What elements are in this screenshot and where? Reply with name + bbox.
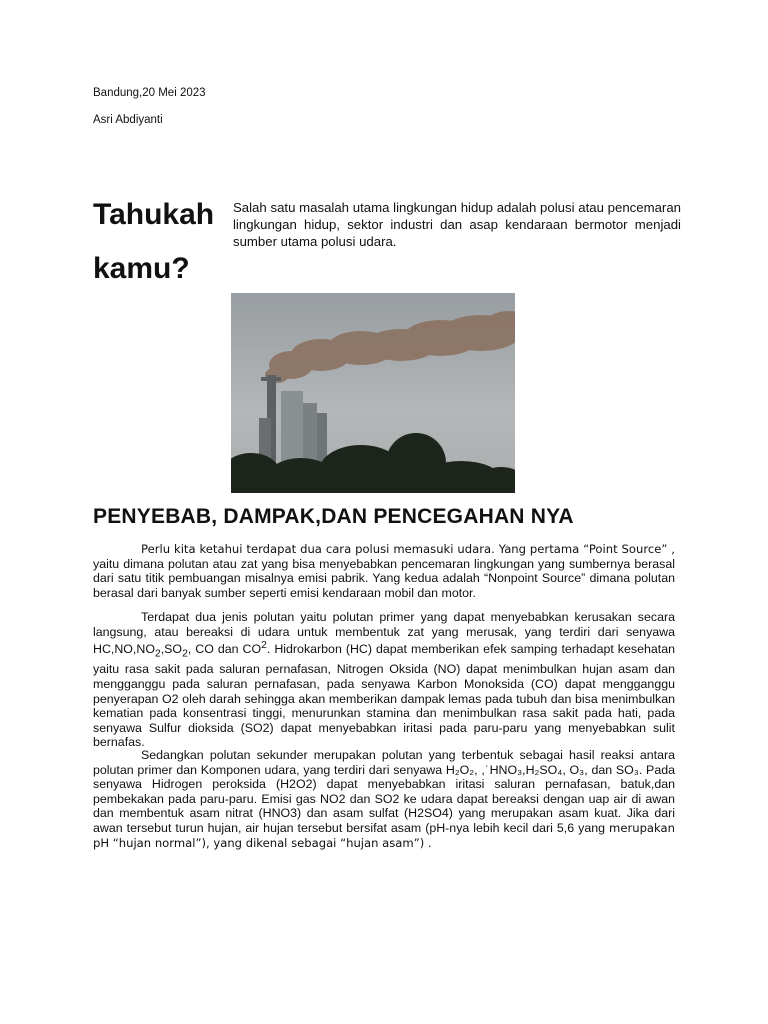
paragraph-3-ending: merupakan pH “hujan normal”), yang dikenal sebagai “hujan asam”) . — [93, 820, 675, 850]
subscript: 2 — [182, 648, 188, 660]
paragraph-2 — [93, 610, 675, 750]
subscript: 2 — [154, 648, 161, 660]
paragraph-2-part-d: . Hidrokarbon (HC) dapat memberikan efek samping terhadapt kesehatan yaitu rasa sakit pada saluran pernafasan, Nitrogen Oksida (NO) dapat menimbulkan hujan asam dan mengganggu pada saluran pernafasan, pada senyawa Karbon Monoksida (CO) dapat mengganggu penyerapan O2 oleh darah sehingga akan memberikan dampak lemas pada tubuh dan bisa menimbulkan kematian pada konsentrasi tinggi, menurunkan stamina dan menimbulkan rasa sakit pada hati, pada senyawa Sulfur dioksida (SO2) dapat menyebabkan iritasi pada paru-paru yang menyebabkan sulit bernafas. — [93, 642, 675, 750]
superscript: 2 — [261, 640, 267, 652]
author-name: Asri Abdiyanti — [93, 114, 163, 126]
paragraph-2-part-c: , CO dan CO — [187, 642, 262, 657]
paragraph-1-lead: Perlu kita ketahui terdapat dua cara polusi memasuki udara. Yang pertama “Point Source” , — [141, 542, 675, 556]
paragraph-3-body: Sedangkan polutan sekunder merupakan polutan yang terbentuk sebagai hasil reaksi antara polutan primer dan Komponen udara, yang terdiri dari senyawa H₂O₂, ,˙HNO₃,H₂SO₄, O₃, dan SO₃. Pada senyawa Hidrogen peroksida (H2O2) dapat menyebabkan iritasi saluran pernafasan, batuk,dan pembekakan pada paru-paru. Emisi gas NO2 dan SO2 ke udara dapat bereaksi dengan uap air di awan dan membentuk asam nitrat (HNO3) dan asam sulfat (H2SO4) yang merupakan asam kuat. Jika dari awan tersebut turun hujan, air hujan tersebut bersifat asam (pH-nya lebih kecil dari 5,6 yang — [93, 748, 675, 835]
paragraph-2-part-b: ,SO — [160, 642, 183, 657]
section-heading: PENYEBAB, DAMPAK,DAN PENCEGAHAN NYA — [93, 505, 574, 528]
document-date: Bandung,20 Mei 2023 — [93, 87, 206, 99]
paragraph-1 — [93, 542, 675, 600]
intro-paragraph: Salah satu masalah utama lingkungan hidup adalah polusi atau pencemaran lingkungan hidup, sektor industri dan asap kendaraan bermotor menjadi sumber utama polusi udara. — [233, 200, 681, 249]
paragraph-3 — [93, 748, 675, 850]
intro-heading: Tahukah kamu? — [93, 198, 215, 285]
factory-smoke-photo — [231, 293, 515, 493]
paragraph-2-part-a: Terdapat dua jenis polutan yaitu polutan primer yang dapat menyebabkan kerusakan secara langsung, atau bereaksi di udara untuk membentuk zat yang merusak, yang terdiri dari senyawa HC,NO,NO — [93, 610, 675, 657]
factory-illustration — [231, 293, 515, 493]
paragraph-1-body: yaitu dimana polutan atau zat yang bisa menyebabkan pencemaran lingkungan yang sumbernya berasal dari satu titik pembuangan misalnya emisi pabrik. Yang kedua adalah “Nonpoint Source” dimana polutan berasal dari banyak sumber seperti emisi kendaraan mobil dan motor. — [93, 556, 675, 600]
